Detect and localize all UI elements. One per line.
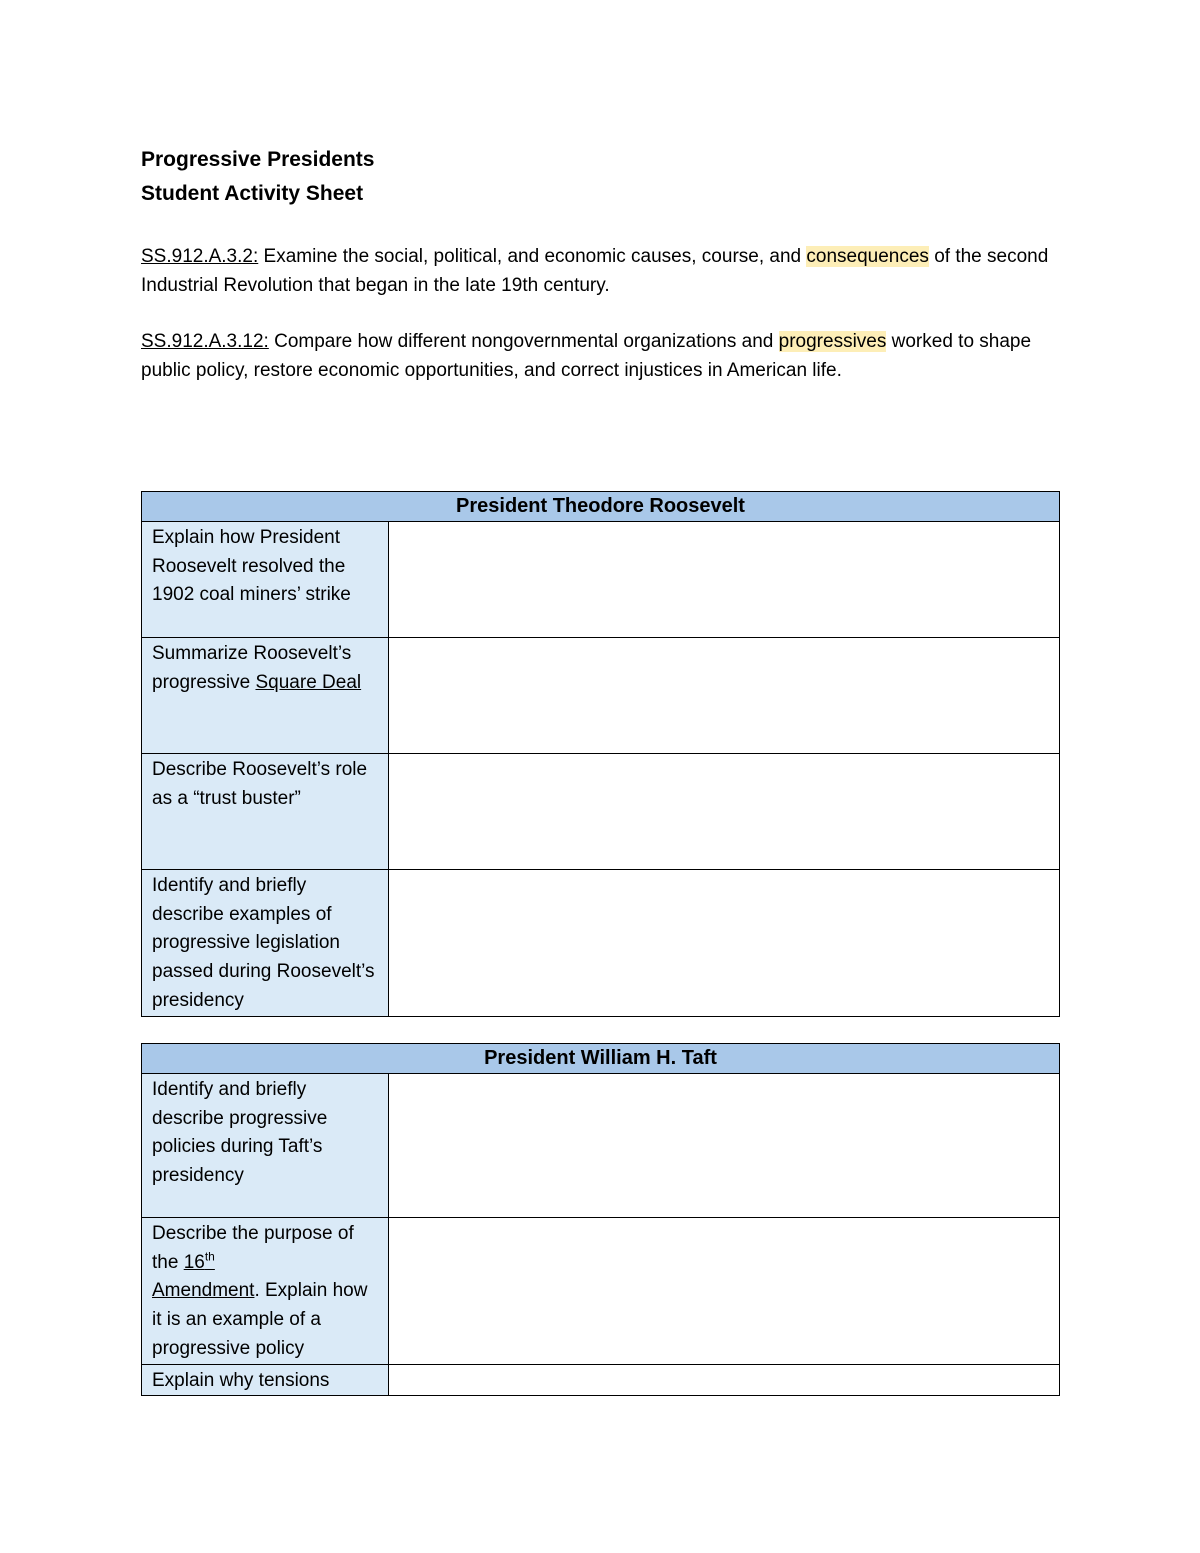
taft-answer-policies[interactable] [389, 1074, 1060, 1218]
taft-answer-16th-amendment[interactable] [389, 1218, 1060, 1365]
standard-2-text-after: worked to shape public policy, restore economic opportunities, and correct injustices in American life. [141, 331, 1032, 381]
document-body [141, 143, 1059, 385]
standard-2 [141, 328, 1059, 385]
roosevelt-answer-square-deal[interactable] [389, 638, 1060, 754]
square-deal-link[interactable]: Square Deal [255, 671, 362, 693]
taft-prompt-policies: Identify and briefly describe progressive policies during Taft’s presidency [142, 1074, 389, 1218]
standard-2-highlight: progressives [778, 331, 887, 352]
roosevelt-prompt-trust-buster: Describe Roosevelt’s role as a “trust buster” [142, 754, 389, 870]
roosevelt-prompt-square-deal [142, 638, 389, 754]
taft-prompt-16th-amendment [142, 1218, 389, 1365]
roosevelt-table [141, 491, 1060, 1017]
roosevelt-answer-legislation[interactable] [389, 870, 1060, 1017]
standard-1-text-before: Examine the social, political, and economic causes, course, and [258, 246, 807, 267]
standard-1-text-after: of the second Industrial Revolution that began in the late 19th century. [141, 246, 1049, 296]
amendment-prompt-after: . Explain how it is an example of a progressive policy [152, 1280, 368, 1359]
amendment-number: 16 [183, 1251, 205, 1273]
roosevelt-table-header: President Theodore Roosevelt [142, 492, 1060, 522]
taft-table-header: President William H. Taft [142, 1044, 1060, 1074]
page-subtitle: Student Activity Sheet [141, 182, 364, 205]
roosevelt-prompt-legislation: Identify and briefly describe examples of progressive legislation passed during Roosevelt’s presidency [142, 870, 389, 1017]
taft-table [141, 1043, 1060, 1396]
square-deal-prompt-text: Summarize Roosevelt’s progressive [152, 643, 352, 693]
roosevelt-answer-trust-buster[interactable] [389, 754, 1060, 870]
page-title: Progressive Presidents [141, 148, 375, 171]
amendment-prompt-text: Describe the purpose of the [152, 1223, 354, 1273]
roosevelt-prompt-coal-strike: Explain how President Roosevelt resolved the 1902 coal miners’ strike [142, 522, 389, 638]
standard-2-text-before: Compare how different nongovernmental organizations and [268, 331, 779, 352]
roosevelt-answer-coal-strike[interactable] [389, 522, 1060, 638]
taft-prompt-tensions: Explain why tensions [142, 1364, 389, 1396]
amendment-word: Amendment [152, 1280, 255, 1302]
standard-2-code: SS.912.A.3.12: [141, 331, 269, 352]
amendment-ordinal: th [204, 1249, 215, 1264]
standard-1 [141, 243, 1059, 300]
taft-answer-tensions[interactable] [389, 1364, 1060, 1396]
standard-1-highlight: consequences [806, 246, 929, 267]
standard-1-code: SS.912.A.3.2: [141, 246, 259, 267]
